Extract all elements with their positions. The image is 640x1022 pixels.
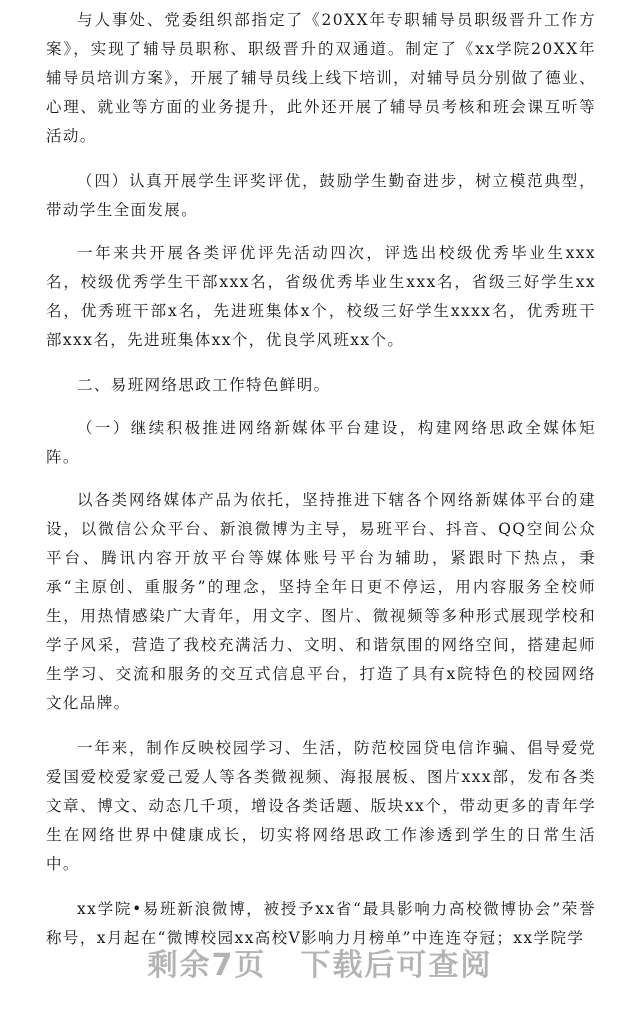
paragraph-media-platforms: 以各类网络媒体产品为依托，坚持推进下辖各个网络新媒体平台的建设，以微信公众平台、新浪微博为主导，易班平台、抖音、QQ空间公众平台、腾讯内容开放平台等媒体账号平台为辅助，紧跟时下热点，秉承“主原创、重服务”的理念，坚持全年日更不停运，用内容服务全校师生，用热情感染广大青年，用文字、图片、微视频等多种形式展现学校和学子风采，营造了我校充满活力、文明、和谐氛围的网络空间，搭建起师生学习、交流和服务的交互式信息平台，打造了具有x院特色的校园网络文化品牌。 <box>46 491 596 712</box>
heading-yiban-network: 二、易班网络思政工作特色鲜明。 <box>77 376 331 394</box>
heading-new-media-platform: （一）继续积极推进网络新媒体平台建设，构建网络思政全媒体矩阵。 <box>46 419 596 466</box>
download-prompt-bar[interactable] <box>0 932 640 992</box>
heading-student-awards: （四）认真开展学生评奖评优，鼓励学生勤奋进步，树立模范典型，带动学生全面发展。 <box>46 172 596 219</box>
download-to-view-label[interactable]: 下载后可查阅 <box>300 948 493 983</box>
document-body <box>46 6 596 969</box>
paragraph-year-production: 一年来，制作反映校园学习、生活，防范校园贷电信诈骗、倡导爱党爱国爱校爱家爱己爱人等各类微视频、海报展板、图片xxx部，发布各类文章、博文、动态几千项，增设各类话题、版块xx个，带动更多的青年学生在网络世界中健康成长，切实将网络思政工作渗透到学生的日常生活中。 <box>46 739 596 873</box>
paragraph-awards-summary: 一年来共开展各类评优评先活动四次，评选出校级优秀毕业生xxx名，校级优秀学生干部xxx名，省级优秀毕业生xxx名，省级三好学生xx名，优秀班干部x名，先进班集体x个，校级三好学生xxxx名，优秀班干部xxx名，先进班集体xx个，优良学风班xx个。 <box>46 244 596 349</box>
remaining-pages-label[interactable]: 剩余7页 <box>147 948 267 983</box>
paragraph-weibo-honors: xx学院•易班新浪微博，被授予xx省“最具影响力高校微博协会”荣誉称号，x月起在“微博校园xx高校V影响力月榜单”中连连夺冠；xx学院学 <box>46 900 596 947</box>
paragraph-counselor-promotion: 与人事处、党委组织部指定了《20XX年专职辅导员职级晋升工作方案》，实现了辅导员职称、职级晋升的双通道。制定了《xx学院20XX年辅导员培训方案》，开展了辅导员线上线下培训，对辅导员分别做了德业、心理、就业等方面的业务提升，此外还开展了辅导员考核和班会课互听等活动。 <box>46 11 596 145</box>
